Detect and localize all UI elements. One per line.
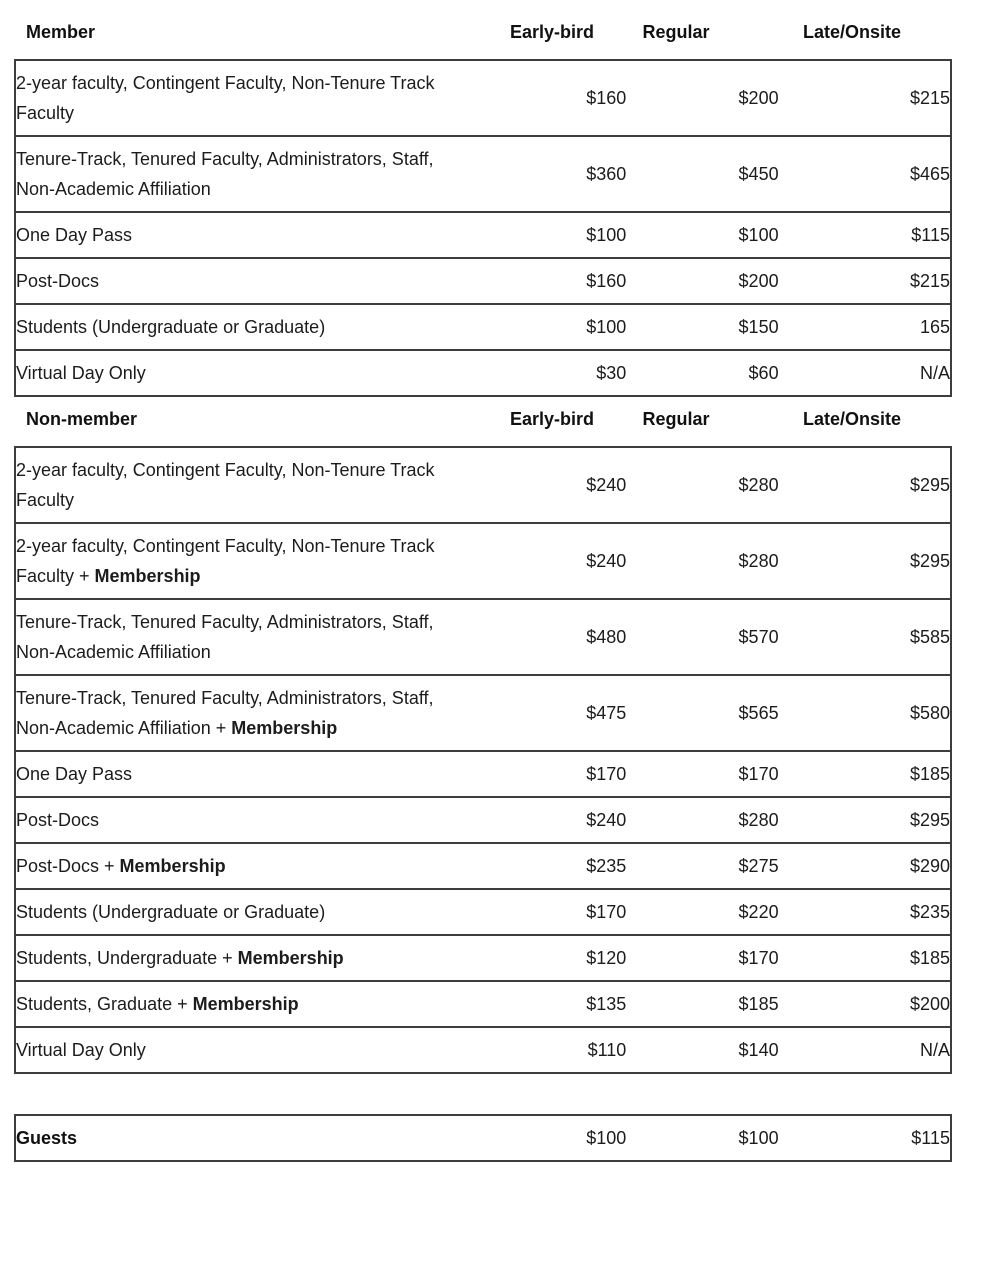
late-onsite-price: $290 <box>909 856 950 876</box>
late-onsite-price: $115 <box>911 1128 950 1148</box>
category-cell <box>15 935 468 981</box>
late-onsite-price: $200 <box>909 994 950 1014</box>
early-bird-price: $360 <box>586 164 627 184</box>
early-bird-price: $100 <box>586 317 627 337</box>
category-text: 2-year faculty, Contingent Faculty, Non-Tenure Track Faculty + <box>16 536 435 586</box>
category-bold-text: Membership <box>119 856 226 876</box>
category-text: Students (Undergraduate or Graduate) <box>16 317 326 337</box>
late-onsite-price: $465 <box>909 164 950 184</box>
category-cell <box>15 599 468 675</box>
early-bird-price: $160 <box>586 271 627 291</box>
category-bold-text: Membership <box>94 566 201 586</box>
category-bold-text: Membership <box>192 994 299 1014</box>
table-row <box>15 350 951 396</box>
category-cell <box>15 981 468 1027</box>
category-text: Virtual Day Only <box>16 1040 146 1060</box>
category-cell <box>15 258 468 304</box>
category-text: One Day Pass <box>16 764 133 784</box>
late-onsite-price: $115 <box>911 225 950 245</box>
category-text: Tenure-Track, Tenured Faculty, Administrators, Staff, Non-Academic Affiliation + <box>16 688 434 738</box>
late-onsite-price: $295 <box>909 810 950 830</box>
table-row <box>15 981 951 1027</box>
table-row <box>15 843 951 889</box>
non-member-price-table <box>14 446 952 1074</box>
category-cell <box>15 797 468 843</box>
late-onsite-price: $295 <box>909 475 950 495</box>
category-cell <box>15 212 468 258</box>
early-bird-price: $240 <box>586 551 627 571</box>
regular-price: $280 <box>738 475 779 495</box>
table-row <box>15 889 951 935</box>
category-cell <box>15 523 468 599</box>
early-bird-price: $135 <box>586 994 627 1014</box>
category-text: Tenure-Track, Tenured Faculty, Administrators, Staff, Non-Academic Affiliation <box>16 612 434 662</box>
late-onsite-price: $235 <box>909 902 950 922</box>
regular-price: $60 <box>748 363 779 383</box>
late-onsite-price: $215 <box>909 88 950 108</box>
regular-price: $280 <box>738 810 779 830</box>
member-section-label: Member <box>26 22 96 42</box>
early-bird-price: $100 <box>586 225 627 245</box>
early-bird-price: $110 <box>587 1040 627 1060</box>
early-bird-price: $240 <box>586 810 627 830</box>
table-row <box>15 1027 951 1073</box>
column-header-regular: Regular <box>642 409 710 429</box>
category-text: One Day Pass <box>16 225 133 245</box>
table-row <box>15 447 951 523</box>
non-member-section-header <box>14 405 952 446</box>
table-row <box>15 212 951 258</box>
category-text: Post-Docs <box>16 271 100 291</box>
late-onsite-price: $185 <box>909 948 950 968</box>
table-row <box>15 1115 951 1161</box>
non-member-section-label: Non-member <box>26 409 138 429</box>
regular-price: $275 <box>738 856 779 876</box>
late-onsite-price: $580 <box>909 703 950 723</box>
category-text: Virtual Day Only <box>16 363 146 383</box>
category-text: Post-Docs + <box>16 856 120 876</box>
table-row <box>15 60 951 136</box>
column-header-early-bird: Early-bird <box>509 409 595 429</box>
early-bird-price: $160 <box>586 88 627 108</box>
category-text: 2-year faculty, Contingent Faculty, Non-Tenure Track Faculty <box>16 460 435 510</box>
regular-price: $185 <box>738 994 779 1014</box>
table-row <box>15 599 951 675</box>
early-bird-price: $100 <box>586 1128 627 1148</box>
category-bold-text: Membership <box>231 718 338 738</box>
table-row <box>15 258 951 304</box>
late-onsite-price: N/A <box>919 1040 950 1060</box>
category-cell <box>15 350 468 396</box>
table-row <box>15 136 951 212</box>
category-cell <box>15 843 468 889</box>
regular-price: $150 <box>738 317 779 337</box>
category-cell <box>15 447 468 523</box>
regular-price: $200 <box>738 271 779 291</box>
early-bird-price: $235 <box>586 856 627 876</box>
early-bird-price: $120 <box>586 948 627 968</box>
guests-label: Guests <box>16 1128 78 1148</box>
regular-price: $570 <box>738 627 779 647</box>
late-onsite-price: $185 <box>909 764 950 784</box>
table-row <box>15 751 951 797</box>
category-cell <box>15 751 468 797</box>
column-header-early-bird: Early-bird <box>509 22 595 42</box>
late-onsite-price: $215 <box>909 271 950 291</box>
category-text: 2-year faculty, Contingent Faculty, Non-Tenure Track Faculty <box>16 73 435 123</box>
guests-price-table <box>14 1114 952 1162</box>
category-text: Students (Undergraduate or Graduate) <box>16 902 326 922</box>
early-bird-price: $475 <box>586 703 627 723</box>
regular-price: $140 <box>738 1040 779 1060</box>
late-onsite-price: $295 <box>909 551 950 571</box>
member-price-table <box>14 59 952 397</box>
pricing-content <box>14 18 952 1162</box>
regular-price: $280 <box>738 551 779 571</box>
category-cell <box>15 60 468 136</box>
column-header-late-onsite: Late/Onsite <box>802 409 902 429</box>
column-header-regular: Regular <box>642 22 710 42</box>
category-cell <box>15 889 468 935</box>
early-bird-price: $240 <box>586 475 627 495</box>
category-bold-text: Membership <box>237 948 344 968</box>
regular-price: $565 <box>738 703 779 723</box>
regular-price: $100 <box>738 1128 779 1148</box>
regular-price: $170 <box>738 764 779 784</box>
table-row <box>15 523 951 599</box>
column-header-late-onsite: Late/Onsite <box>802 22 902 42</box>
category-cell <box>15 136 468 212</box>
early-bird-price: $170 <box>586 902 627 922</box>
category-text: Students, Undergraduate + <box>16 948 238 968</box>
early-bird-price: $480 <box>586 627 627 647</box>
early-bird-price: $170 <box>586 764 627 784</box>
early-bird-price: $30 <box>596 363 627 383</box>
category-text: Tenure-Track, Tenured Faculty, Administrators, Staff, Non-Academic Affiliation <box>16 149 434 199</box>
regular-price: $100 <box>738 225 779 245</box>
late-onsite-price: $585 <box>909 627 950 647</box>
table-row <box>15 797 951 843</box>
table-row <box>15 304 951 350</box>
regular-price: $220 <box>738 902 779 922</box>
regular-price: $450 <box>738 164 779 184</box>
regular-price: $170 <box>738 948 779 968</box>
category-text: Post-Docs <box>16 810 100 830</box>
category-text: Students, Graduate + <box>16 994 193 1014</box>
late-onsite-price: 165 <box>919 317 950 337</box>
table-row <box>15 675 951 751</box>
regular-price: $200 <box>738 88 779 108</box>
category-cell <box>15 304 468 350</box>
late-onsite-price: N/A <box>919 363 950 383</box>
category-cell <box>15 1027 468 1073</box>
table-row <box>15 935 951 981</box>
category-cell <box>15 675 468 751</box>
member-section-header <box>14 18 952 59</box>
